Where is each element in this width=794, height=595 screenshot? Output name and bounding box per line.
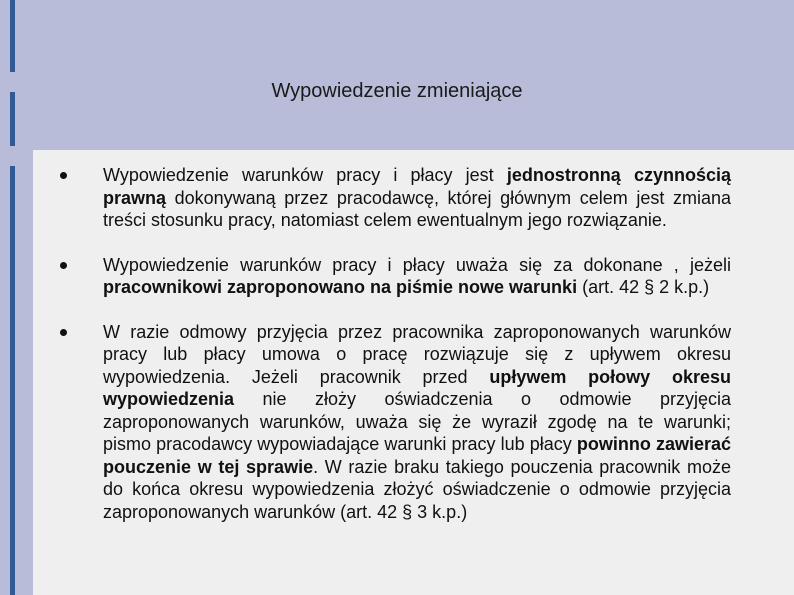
text-segment-bold: jednostronną czynnością prawną <box>103 165 737 208</box>
text-segment: (art. 42 § 2 k.p.) <box>577 277 710 297</box>
text-segment: Wypowiedzenie warunków pracy i płacy uważa się za dokonane , jeżeli <box>103 254 736 275</box>
list-item-text <box>103 321 737 524</box>
text-segment: nie złoży oświadczenia o odmowie przyjęcia zaproponowanych warunków, uważa się że wyraził zgodę na te warunki; pismo pracodawcy wypowiadające warunki pracy lub płacy <box>103 389 737 454</box>
bullet-icon <box>60 329 67 336</box>
list-item <box>103 164 737 232</box>
bullet-icon <box>60 172 67 179</box>
bullet-icon <box>60 262 67 269</box>
text-segment-bold: pracownikowi zaproponowano na piśmie nowe warunki <box>103 277 578 297</box>
text-segment-bold: powinno zawierać pouczenie w tej sprawie <box>103 434 737 477</box>
text-segment-bold: upływem połowy okresu wypowiedzenia <box>103 366 737 409</box>
text-segment: Wypowiedzenie warunków pracy i płacy jest <box>103 165 507 185</box>
slide-title: Wypowiedzenie zmieniające <box>271 80 523 102</box>
list-item <box>103 254 736 299</box>
text-segment: . W razie braku takiego pouczenia pracownik może do końca okresu wypowiedzenia złożyć oświadczenie o odmowie przyjęcia zaproponowanych warunków (art. 42 § 3 k.p.) <box>103 456 737 522</box>
list-item <box>103 321 737 524</box>
accent-bar-top <box>10 0 15 72</box>
text-segment: dokonywaną przez pracodawcę, której głównym celem jest zmiana treści stosunku pracy, natomiast celem ewentualnym jego rozwiązanie. <box>103 187 737 230</box>
list-item-text <box>103 254 736 299</box>
list-item-text <box>103 164 737 232</box>
slide-content <box>33 150 794 595</box>
text-segment: W razie odmowy przyjęcia przez pracownika zaproponowanych warunków pracy lub płacy umowa o pracę rozwiązuje się z upływem okresu wypowiedzenia. Jeżeli pracownik przed <box>103 321 737 387</box>
accent-bar-bottom <box>10 166 15 595</box>
